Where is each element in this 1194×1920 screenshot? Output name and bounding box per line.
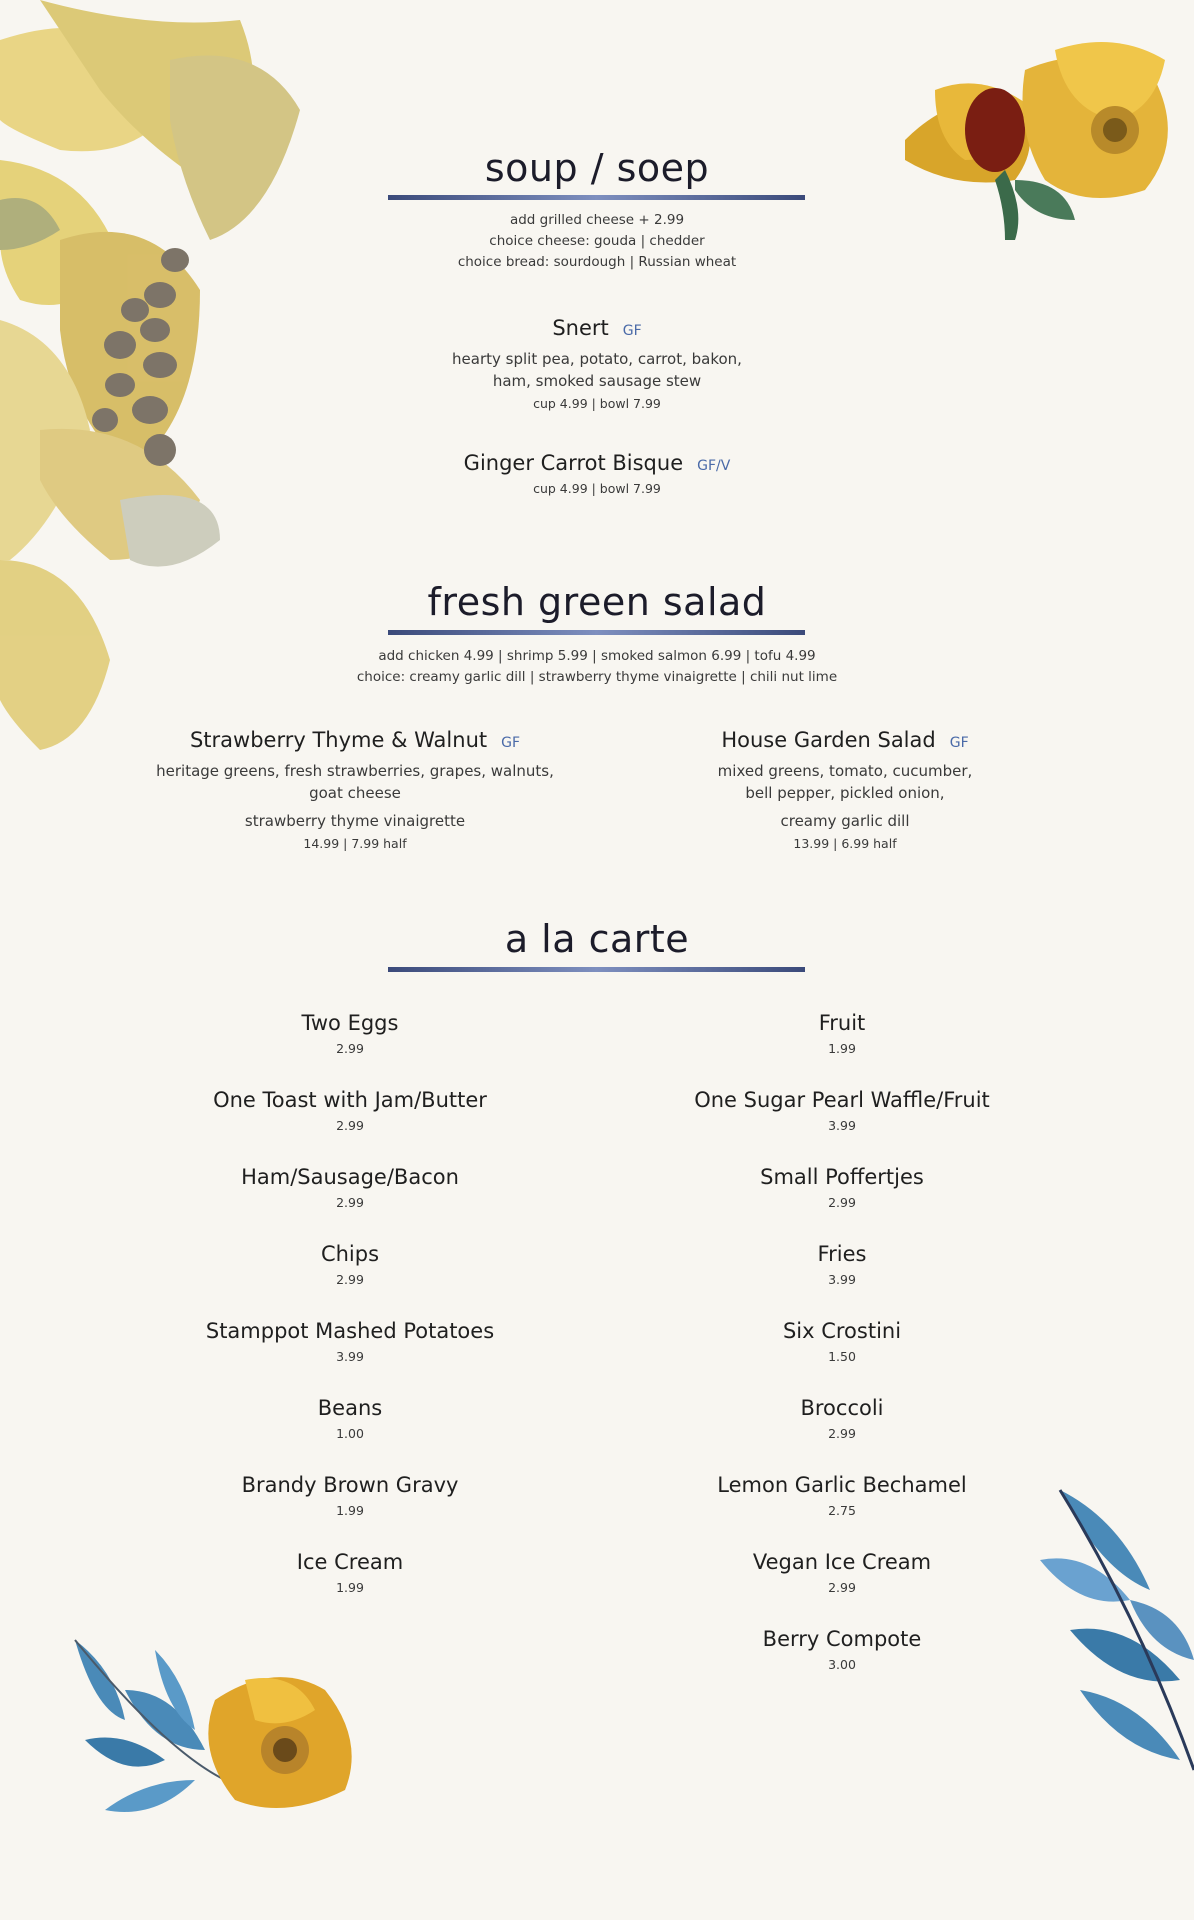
item-price: 2.99 <box>336 1118 364 1133</box>
item-price: 1.99 <box>336 1580 364 1595</box>
alacarte-item <box>100 1242 600 1287</box>
alacarte-item <box>100 1088 600 1133</box>
item-price: 3.99 <box>336 1349 364 1364</box>
item-name: Ice Cream <box>296 1550 404 1574</box>
soup-section-title: soup / soep <box>484 146 710 190</box>
salad-section-title: fresh green salad <box>427 580 767 624</box>
item-dressing: strawberry thyme vinaigrette <box>244 812 466 830</box>
alacarte-title-rule <box>388 967 805 972</box>
item-name: Broccoli <box>800 1396 884 1420</box>
item-name: Small Poffertjes <box>760 1165 924 1189</box>
item-name: Fries <box>817 1242 867 1266</box>
alacarte-section-title: a la carte <box>504 917 690 961</box>
menu-item-snert <box>347 316 847 411</box>
alacarte-item <box>100 1165 600 1210</box>
soup-note-cheese: choice cheese: gouda | chedder <box>489 233 705 249</box>
soup-note-grilled-cheese: add grilled cheese + 2.99 <box>509 212 685 228</box>
alacarte-item <box>592 1242 1092 1287</box>
alacarte-item <box>592 1011 1092 1056</box>
alacarte-item <box>592 1550 1092 1595</box>
alacarte-item <box>592 1473 1092 1518</box>
item-price: 1.00 <box>336 1426 364 1441</box>
item-description: heritage greens, fresh strawberries, grapes, walnuts, <box>156 762 554 780</box>
alacarte-item <box>592 1088 1092 1133</box>
item-description: bell pepper, pickled onion, <box>745 784 945 802</box>
dietary-tag: GF <box>622 323 642 339</box>
menu-item-house-garden-salad <box>620 728 1070 851</box>
dietary-tag: GF <box>949 735 969 751</box>
alacarte-item <box>100 1011 600 1056</box>
item-price: cup 4.99 | bowl 7.99 <box>533 481 661 496</box>
menu-item-strawberry-thyme-walnut <box>120 728 590 851</box>
item-name: Beans <box>317 1396 383 1420</box>
alacarte-item <box>592 1319 1092 1364</box>
item-name: Lemon Garlic Bechamel <box>717 1473 967 1497</box>
item-name: One Sugar Pearl Waffle/Fruit <box>694 1088 990 1112</box>
item-price: 3.00 <box>828 1657 856 1672</box>
item-price: 3.99 <box>828 1118 856 1133</box>
dietary-tag: GF/V <box>697 458 731 474</box>
item-price: 1.99 <box>828 1041 856 1056</box>
item-price: 2.99 <box>336 1041 364 1056</box>
item-price: 1.50 <box>828 1349 856 1364</box>
item-price: 2.99 <box>336 1195 364 1210</box>
item-dressing: creamy garlic dill <box>780 812 910 830</box>
item-name: Strawberry Thyme & Walnut <box>189 728 488 752</box>
sunflower-illustration <box>895 30 1194 240</box>
alacarte-item <box>100 1550 600 1595</box>
item-price: 2.99 <box>828 1195 856 1210</box>
item-price: 2.99 <box>828 1580 856 1595</box>
soup-title-rule <box>388 195 805 200</box>
item-name: Ham/Sausage/Bacon <box>241 1165 459 1189</box>
menu-item-ginger-carrot-bisque <box>347 451 847 496</box>
item-description: ham, smoked sausage stew <box>492 372 702 390</box>
item-name: Berry Compote <box>762 1627 922 1651</box>
item-price: 2.99 <box>336 1272 364 1287</box>
item-name: House Garden Salad <box>721 728 936 752</box>
item-price: 3.99 <box>828 1272 856 1287</box>
item-price: cup 4.99 | bowl 7.99 <box>533 396 661 411</box>
salad-note-add-protein: add chicken 4.99 | shrimp 5.99 | smoked salmon 6.99 | tofu 4.99 <box>378 648 816 664</box>
salad-title-rule <box>388 630 805 635</box>
item-name: Stamppot Mashed Potatoes <box>205 1319 495 1343</box>
item-name: Two Eggs <box>301 1011 399 1035</box>
item-price: 2.99 <box>828 1426 856 1441</box>
item-price: 2.75 <box>828 1503 856 1518</box>
item-price: 13.99 | 6.99 half <box>793 836 897 851</box>
alacarte-item <box>592 1627 1092 1672</box>
soup-note-bread: choice bread: sourdough | Russian wheat <box>457 254 737 270</box>
item-description: mixed greens, tomato, cucumber, <box>717 762 973 780</box>
item-name: Snert <box>552 316 609 340</box>
dietary-tag: GF <box>501 735 521 751</box>
item-description: hearty split pea, potato, carrot, bakon, <box>452 350 742 368</box>
item-price: 14.99 | 7.99 half <box>303 836 407 851</box>
item-name: Vegan Ice Cream <box>752 1550 932 1574</box>
alacarte-item <box>100 1319 600 1364</box>
alacarte-item <box>592 1165 1092 1210</box>
item-price: 1.99 <box>336 1503 364 1518</box>
alacarte-item <box>100 1396 600 1441</box>
salad-note-dressing-choice: choice: creamy garlic dill | strawberry thyme vinaigrette | chili nut lime <box>356 669 838 685</box>
item-description: goat cheese <box>309 784 401 802</box>
item-name: Six Crostini <box>782 1319 902 1343</box>
item-name: Ginger Carrot Bisque <box>463 451 684 475</box>
item-name: Brandy Brown Gravy <box>241 1473 459 1497</box>
alacarte-item <box>592 1396 1092 1441</box>
alacarte-item <box>100 1473 600 1518</box>
item-name: Chips <box>320 1242 380 1266</box>
yellow-flower-illustration <box>0 0 300 760</box>
item-name: One Toast with Jam/Butter <box>213 1088 487 1112</box>
item-name: Fruit <box>818 1011 866 1035</box>
sunflower-with-blue-leaves-illustration <box>65 1630 385 1840</box>
